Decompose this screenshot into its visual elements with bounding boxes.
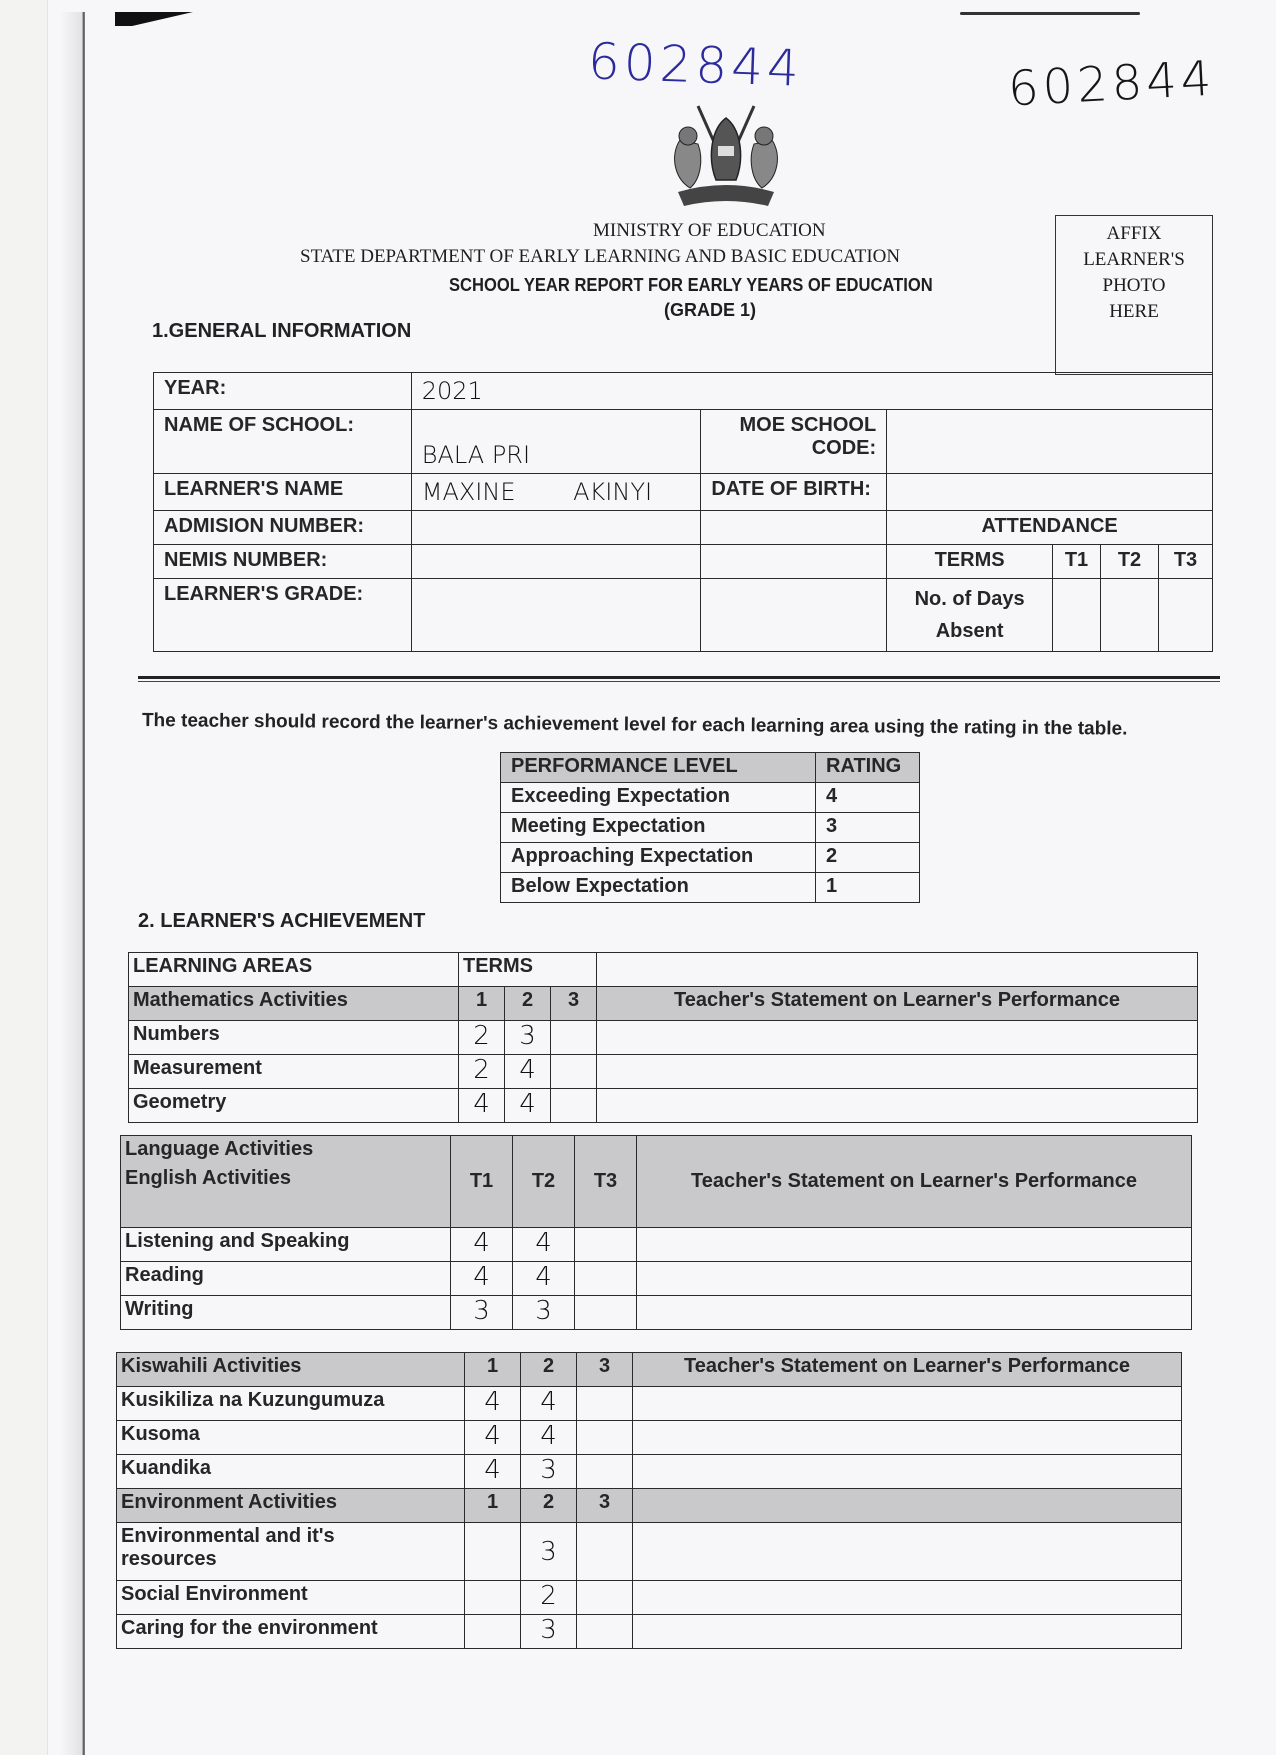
handwritten-reference-number-black: 602844 (1006, 50, 1217, 118)
term-3-score[interactable] (577, 1387, 633, 1421)
blank-cell (597, 953, 1198, 987)
term-3-score[interactable] (551, 1055, 597, 1089)
achievement-row (117, 1387, 1182, 1421)
report-title: SCHOOL YEAR REPORT FOR EARLY YEARS OF EDUCATION (449, 275, 933, 295)
ministry-title: MINISTRY OF EDUCATION (593, 220, 826, 241)
kiswahili-environment-table (116, 1352, 1182, 1649)
term-1-score[interactable]: 2 (459, 1021, 505, 1055)
mathematics-activities-heading: Mathematics Activities (129, 987, 459, 1021)
photo-box-line: LEARNER'S (1083, 249, 1185, 270)
achievement-row (129, 1089, 1198, 1123)
achievement-row (117, 1581, 1182, 1615)
term-3-score[interactable] (575, 1228, 637, 1262)
teacher-statement-field[interactable] (633, 1523, 1182, 1581)
learning-area: Kuandika (117, 1455, 465, 1489)
term-1-score[interactable] (465, 1523, 521, 1581)
date-of-birth-field[interactable] (887, 474, 1213, 511)
days-absent-t1-field[interactable] (1053, 579, 1101, 652)
teacher-statement-field[interactable] (597, 1055, 1198, 1089)
term-2-score[interactable]: 3 (505, 1021, 551, 1055)
learner-name-label: LEARNER'S NAME (154, 474, 412, 511)
photo-box-line: HERE (1109, 301, 1159, 322)
achievement-row (117, 1615, 1182, 1649)
teacher-statement-header: Teacher's Statement on Learner's Performance (633, 1353, 1182, 1387)
performance-rating: 2 (816, 843, 920, 873)
term-3-header: 3 (577, 1489, 633, 1523)
term-3-header: 3 (551, 987, 597, 1021)
achievement-row (117, 1455, 1182, 1489)
moe-school-code-label (701, 410, 887, 474)
blank-cell (701, 511, 887, 545)
mathematics-activities-table (128, 952, 1198, 1123)
learning-area (117, 1523, 465, 1581)
term-2-score[interactable]: 2 (521, 1581, 577, 1615)
teacher-statement-field[interactable] (637, 1228, 1192, 1262)
term-2-score[interactable]: 4 (521, 1421, 577, 1455)
term-3-score[interactable] (551, 1021, 597, 1055)
grade-title: (GRADE 1) (664, 300, 757, 320)
term-1-score[interactable]: 2 (459, 1055, 505, 1089)
admission-number-field[interactable] (411, 511, 701, 545)
teacher-statement-header: Teacher's Statement on Learner's Performance (597, 987, 1198, 1021)
teacher-statement-header: Teacher's Statement on Learner's Performance (637, 1136, 1192, 1228)
performance-level: Exceeding Expectation (501, 783, 816, 813)
achievement-row (117, 1523, 1182, 1581)
performance-row (501, 843, 920, 873)
attendance-term-t1: T1 (1053, 545, 1101, 579)
term-1-header: 1 (465, 1489, 521, 1523)
performance-level-header: PERFORMANCE LEVEL (501, 753, 816, 783)
performance-row (501, 873, 920, 903)
achievement-row (121, 1262, 1192, 1296)
term-2-header: 2 (521, 1353, 577, 1387)
performance-level: Meeting Expectation (501, 813, 816, 843)
moe-code-label-line: MOE SCHOOL (739, 414, 877, 436)
term-3-score[interactable] (551, 1089, 597, 1123)
nemis-number-field[interactable] (411, 545, 701, 579)
affix-photo-box (1055, 215, 1213, 375)
teacher-statement-field[interactable] (633, 1421, 1182, 1455)
term-3-score[interactable] (577, 1421, 633, 1455)
achievement-row (121, 1228, 1192, 1262)
performance-rating: 4 (816, 783, 920, 813)
teacher-statement-field[interactable] (633, 1615, 1182, 1649)
term-3-score[interactable] (575, 1296, 637, 1330)
term-1-score[interactable]: 4 (459, 1089, 505, 1123)
performance-rating: 3 (816, 813, 920, 843)
language-activities-title: Language Activities (125, 1138, 314, 1160)
learners-achievement-heading: 2. LEARNER'S ACHIEVEMENT (138, 910, 426, 932)
learning-area-line: Environmental and it's (121, 1525, 335, 1547)
term-2-score[interactable]: 3 (521, 1615, 577, 1649)
term-2-score[interactable]: 3 (513, 1296, 575, 1330)
performance-level-table (500, 752, 920, 903)
teacher-statement-field[interactable] (633, 1455, 1182, 1489)
general-information-table (153, 372, 1213, 652)
learning-area: Listening and Speaking (121, 1228, 451, 1262)
term-3-score[interactable] (577, 1581, 633, 1615)
learning-area: Writing (121, 1296, 451, 1330)
environment-activities-heading: Environment Activities (117, 1489, 465, 1523)
learning-areas-label: LEARNING AREAS (129, 953, 459, 987)
learning-area: Numbers (129, 1021, 459, 1055)
term-1-score[interactable]: 4 (465, 1387, 521, 1421)
learning-area: Social Environment (117, 1581, 465, 1615)
learning-area: Kusikiliza na Kuzungumuza (117, 1387, 465, 1421)
performance-level: Below Expectation (501, 873, 816, 903)
learning-area: Kusoma (117, 1421, 465, 1455)
days-absent-t3-field[interactable] (1158, 579, 1212, 652)
performance-rating: 1 (816, 873, 920, 903)
handwritten-reference-number-blue: 602844 (587, 32, 804, 98)
photo-box-line: AFFIX (1106, 223, 1162, 244)
learner-grade-field[interactable] (411, 579, 701, 652)
attendance-term-t3: T3 (1158, 545, 1212, 579)
term-3-score[interactable] (577, 1455, 633, 1489)
performance-level: Approaching Expectation (501, 843, 816, 873)
attendance-heading: ATTENDANCE (887, 511, 1213, 545)
term-2-header: 2 (521, 1489, 577, 1523)
scan-binding-line (82, 12, 85, 1755)
attendance-terms-label: TERMS (887, 545, 1053, 579)
term-3-score[interactable] (577, 1615, 633, 1649)
moe-school-code-field[interactable] (887, 410, 1213, 474)
achievement-row (129, 1021, 1198, 1055)
term-2-score[interactable]: 4 (505, 1089, 551, 1123)
learning-area: Reading (121, 1262, 451, 1296)
attendance-term-t2: T2 (1101, 545, 1159, 579)
term-1-score[interactable] (465, 1615, 521, 1649)
term-3-header: 3 (577, 1353, 633, 1387)
term-1-header: 1 (465, 1353, 521, 1387)
performance-row (501, 783, 920, 813)
terms-label: TERMS (459, 953, 597, 987)
section-divider (138, 676, 1220, 682)
year-field[interactable]: 2021 (411, 373, 1212, 410)
english-activities-title: English Activities (125, 1167, 291, 1189)
term-2-score[interactable]: 4 (513, 1228, 575, 1262)
school-name-label: NAME OF SCHOOL: (154, 410, 412, 474)
teacher-statement-field[interactable] (633, 1387, 1182, 1421)
teacher-statement-field[interactable] (597, 1021, 1198, 1055)
days-absent-label-line: No. of Days (914, 588, 1025, 610)
rating-instruction: The teacher should record the learner's achievement level for each learning area using the rating in the table. (141, 710, 1128, 740)
teacher-statement-field[interactable] (637, 1296, 1192, 1330)
term-1-score[interactable]: 4 (451, 1228, 513, 1262)
blank-cell (701, 545, 887, 579)
language-activities-heading (121, 1136, 451, 1228)
term-t2-header: T2 (513, 1136, 575, 1228)
teacher-statement-field[interactable] (633, 1581, 1182, 1615)
scan-top-stroke (960, 12, 1140, 15)
days-absent-label (887, 579, 1053, 652)
scan-page-edge (0, 0, 48, 1755)
year-label: YEAR: (154, 373, 412, 410)
blank-cell (701, 579, 887, 652)
learning-area-line: resources (121, 1548, 217, 1570)
term-1-score[interactable]: 3 (451, 1296, 513, 1330)
school-name-field[interactable]: BALA PRI (411, 410, 701, 474)
date-of-birth-label: DATE OF BIRTH: (701, 474, 887, 511)
department-title: STATE DEPARTMENT OF EARLY LEARNING AND BASIC EDUCATION (300, 246, 901, 267)
term-2-score[interactable]: 3 (521, 1455, 577, 1489)
term-2-header: 2 (505, 987, 551, 1021)
teacher-statement-field[interactable] (637, 1262, 1192, 1296)
term-1-header: 1 (459, 987, 505, 1021)
term-3-score[interactable] (575, 1262, 637, 1296)
general-information-heading: 1.GENERAL INFORMATION (152, 320, 412, 342)
achievement-row (129, 1055, 1198, 1089)
term-1-score[interactable] (465, 1581, 521, 1615)
term-t1-header: T1 (451, 1136, 513, 1228)
blank-header-cell (633, 1489, 1182, 1523)
performance-row (501, 813, 920, 843)
moe-code-label-line: CODE: (811, 437, 877, 459)
nemis-number-label: NEMIS NUMBER: (154, 545, 412, 579)
term-t3-header: T3 (575, 1136, 637, 1228)
teacher-statement-field[interactable] (597, 1089, 1198, 1123)
kenya-coat-of-arms-icon (660, 100, 792, 212)
term-2-score[interactable]: 4 (521, 1387, 577, 1421)
days-absent-t2-field[interactable] (1101, 579, 1159, 652)
learning-area: Measurement (129, 1055, 459, 1089)
term-2-score[interactable]: 4 (513, 1262, 575, 1296)
term-1-score[interactable]: 4 (465, 1421, 521, 1455)
scan-binding-shadow (60, 12, 84, 1755)
rating-header: RATING (816, 753, 920, 783)
learner-grade-label: LEARNER'S GRADE: (154, 579, 412, 652)
term-1-score[interactable]: 4 (451, 1262, 513, 1296)
learning-area: Geometry (129, 1089, 459, 1123)
term-2-score[interactable]: 4 (505, 1055, 551, 1089)
term-1-score[interactable]: 4 (465, 1455, 521, 1489)
learner-name-field[interactable]: MAXINE AKINYI (411, 474, 701, 511)
photo-box-line: PHOTO (1102, 275, 1166, 296)
kiswahili-activities-heading: Kiswahili Activities (117, 1353, 465, 1387)
scan-corner-mark (115, 12, 193, 26)
achievement-row (121, 1296, 1192, 1330)
days-absent-label-line: Absent (935, 620, 1004, 642)
learning-area: Caring for the environment (117, 1615, 465, 1649)
term-3-score[interactable] (577, 1523, 633, 1581)
admission-number-label: ADMISION NUMBER: (154, 511, 412, 545)
achievement-row (117, 1421, 1182, 1455)
term-2-score[interactable]: 3 (521, 1523, 577, 1581)
language-activities-table (120, 1135, 1192, 1330)
